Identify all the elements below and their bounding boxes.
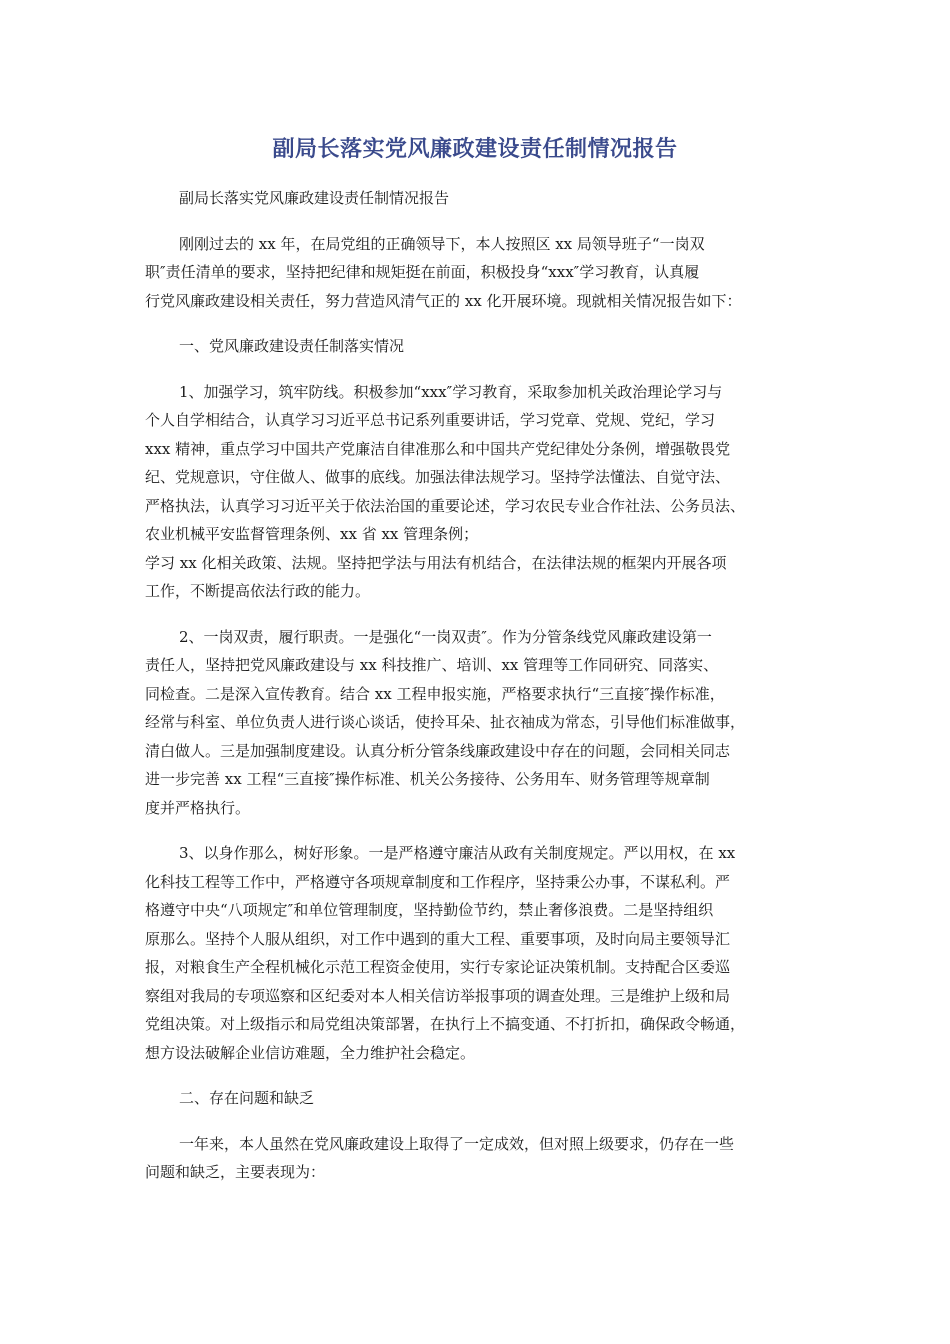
- text-line: 2、一岗双责，履行职责。一是强化“一岗双责″。作为分管条线党风廉政建设第一: [179, 627, 712, 646]
- document-body: [145, 184, 813, 1204]
- text-line: 报，对粮食生产全程机械化示范工程资金使用，实行专家论证决策机制。支持配合区委巡: [145, 958, 731, 976]
- text-line: 个人自学相结合，认真学习习近平总书记系列重要讲话，学习党章、党规、党纪，学习: [145, 411, 716, 429]
- text-line: 职″责任清单的要求，坚持把纪律和规矩挺在前面，积极投身“xxx″学习教育，认真履: [145, 263, 700, 281]
- text-line: 严格执法，认真学习习近平关于依法治国的重要论述，学习农民专业合作社法、公务员法、: [145, 496, 746, 515]
- text-line: 纪、党规意识，守住做人、做事的底线。加强法律法规学习。坚持学法懂法、自觉守法、: [145, 468, 731, 486]
- text-line: 工作，不断提高依法行政的能力。: [145, 582, 371, 600]
- intro-paragraph: [145, 230, 813, 316]
- text-line: 1、加强学习，筑牢防线。积极参加“xxx″学习教育，采取参加机关政治理论学习与: [179, 382, 723, 401]
- text-line: 想方设法破解企业信访难题，全力维护社会稳定。: [145, 1043, 476, 1062]
- text-line: 同检查。二是深入宣传教育。结合 xx 工程申报实施，严格要求执行“三直接″操作标准，: [145, 684, 725, 703]
- text-line: 副局长落实党风廉政建设责任制情况报告: [179, 189, 450, 207]
- paragraph-study: [145, 378, 813, 606]
- paragraph-example: [145, 839, 813, 1067]
- section-heading-2: [145, 1084, 813, 1113]
- text-line: 度并严格执行。: [145, 798, 251, 817]
- text-line: 格遵守中央“八项规定″和单位管理制度，坚持勤俭节约，禁止奢侈浪费。二是坚持组织: [145, 901, 714, 919]
- section-heading-1: [145, 332, 813, 361]
- text-line: 3、以身作那么，树好形象。一是严格遵守廉洁从政有关制度规定。严以用权，在 xx: [179, 844, 736, 862]
- text-line: 经常与科室、单位负责人进行谈心谈话，使拎耳朵、扯衣袖成为常态，引导他们标准做事，: [145, 713, 746, 731]
- document-title: 副局长落实党风廉政建设责任制情况报告: [272, 137, 678, 162]
- text-line: 清白做人。三是加强制度建设。认真分析分管条线廉政建设中存在的问题，会同相关同志: [145, 741, 731, 760]
- text-line: 学习 xx 化相关政策、法规。坚持把学法与用法有机结合，在法律法规的框架内开展各项: [145, 553, 727, 572]
- text-line: 原那么。坚持个人服从组织，对工作中遇到的重大工程、重要事项，及时向局主要领导汇: [145, 929, 731, 948]
- text-line: 农业机械平安监督管理条例、xx 省 xx 管理条例；: [145, 525, 479, 543]
- text-line: 一、党风廉政建设责任制落实情况: [179, 337, 405, 355]
- text-line: 行党风廉政建设相关责任，努力营造风清气正的 xx 化开展环境。现就相关情况报告如下：: [145, 291, 742, 310]
- text-line: xxx 精神，重点学习中国共产党廉洁自律准那么和中国共产党纪律处分条例，增强敬畏党: [145, 439, 731, 458]
- text-line: 化科技工程等工作中，严格遵守各项规章制度和工作程序，坚持秉公办事，不谋私利。严: [145, 872, 731, 891]
- text-line: 进一步完善 xx 工程“三直接″操作标准、机关公务接待、公务用车、财务管理等规章制: [145, 770, 710, 788]
- text-line: 党组决策。对上级指示和局党组决策部署，在执行上不搞变通、不打折扣，确保政令畅通，: [145, 1015, 746, 1033]
- paragraph-problems: [145, 1130, 813, 1187]
- text-line: 二、存在问题和缺乏: [179, 1089, 315, 1107]
- text-line: 察组对我局的专项巡察和区纪委对本人相关信访举报事项的调查处理。三是维护上级和局: [145, 986, 731, 1005]
- text-line: 刚刚过去的 xx 年，在局党组的正确领导下，本人按照区 xx 局领导班子“一岗双: [179, 234, 705, 253]
- text-line: 一年来，本人虽然在党风廉政建设上取得了一定成效，但对照上级要求，仍存在一些: [179, 1134, 735, 1153]
- text-line: 责任人，坚持把党风廉政建设与 xx 科技推广、培训、xx 管理等工作同研究、同落实、: [145, 656, 719, 674]
- paragraph-duties: [145, 623, 813, 823]
- text-line: 问题和缺乏，主要表现为：: [145, 1163, 326, 1181]
- subtitle-paragraph: [145, 184, 813, 213]
